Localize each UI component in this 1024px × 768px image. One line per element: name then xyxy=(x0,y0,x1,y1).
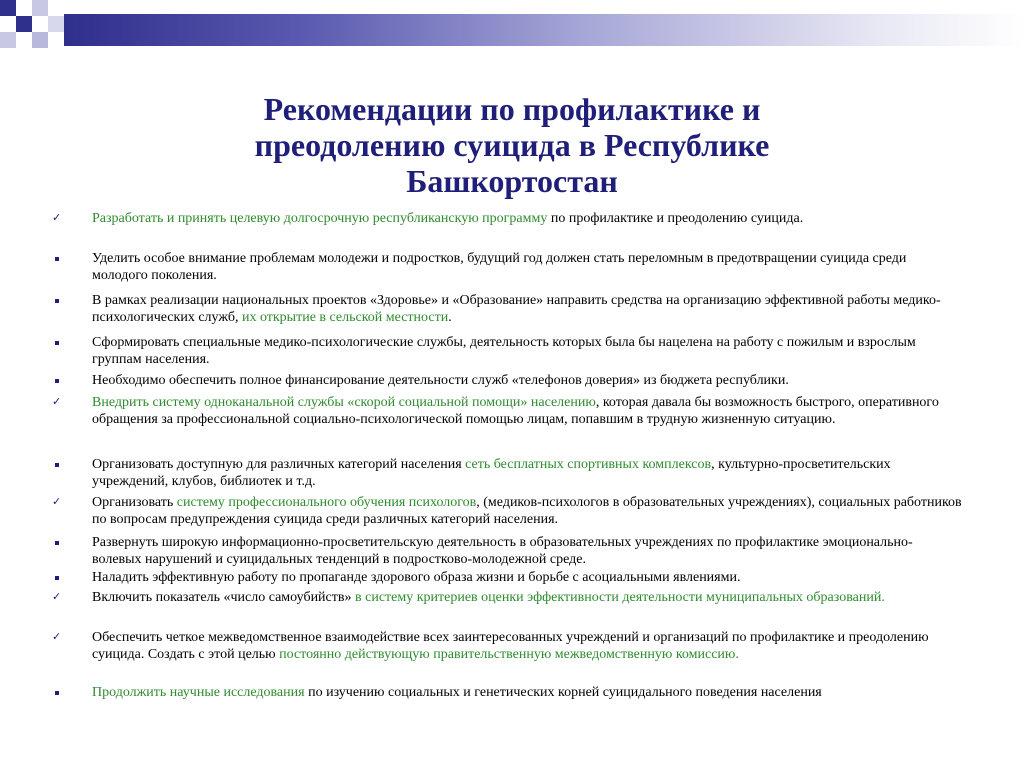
square-bullet-icon xyxy=(52,292,66,308)
body-text: Организовать xyxy=(92,495,177,510)
decor-square xyxy=(48,0,64,16)
body-text: . xyxy=(448,310,452,325)
decor-square xyxy=(16,0,32,16)
slide-title xyxy=(100,91,924,199)
header-decoration xyxy=(0,0,1024,60)
list-item-text xyxy=(92,534,962,568)
highlight-text: систему профессионального обучения психологов xyxy=(176,495,477,510)
body-text: Включить показатель «число самоубийств» xyxy=(92,590,355,605)
body-text: В рамках реализации национальных проектов «Здоровье» и «Образование» направить средства на организацию эффективной работы медико-психологических служб, xyxy=(92,293,941,325)
body-text: Необходимо обеспечить полное финансирование деятельности служб «телефонов доверия» из бюджета республики. xyxy=(92,373,789,388)
decor-square xyxy=(32,16,48,32)
list-item-text xyxy=(92,569,962,586)
decor-square xyxy=(0,32,16,48)
body-text: Уделить особое внимание проблемам молодежи и подростков, будущий год должен стать переломным в предотвращении суицида среди молодого поколения. xyxy=(92,251,907,283)
decor-square xyxy=(32,0,48,16)
highlight-text: Продолжить научные исследования xyxy=(92,685,305,700)
decor-square xyxy=(48,32,64,48)
check-icon: ✓ xyxy=(52,590,62,603)
decor-square xyxy=(16,16,32,32)
slide-title-line: Башкортостан xyxy=(406,163,618,200)
slide-title-line: Рекомендации по профилактике и xyxy=(263,91,761,128)
decor-square xyxy=(0,0,16,16)
body-text: Наладить эффективную работу по пропаганде здорового образа жизни и борьбе с асоциальными явлениями. xyxy=(92,570,741,585)
list-item-text xyxy=(92,456,962,490)
body-text: , (медиков-психологов в образовательных учреждениях), социальных работников по вопросам предупреждения суицида среди различных категорий населения. xyxy=(92,495,962,527)
highlight-text: сеть бесплатных спортивных комплексов xyxy=(465,457,712,472)
list-item-text xyxy=(92,589,962,606)
body-text: Сформировать специальные медико-психологические службы, деятельность которых была бы нацелена на работу с пожилым и взрослым группам населения. xyxy=(92,335,916,367)
header-gradient-bar xyxy=(64,14,1024,46)
check-icon: ✓ xyxy=(52,395,62,408)
list-item-text xyxy=(92,372,962,389)
list-item-text xyxy=(92,684,962,701)
body-text: Развернуть широкую информационно-просветительскую деятельность в образовательных учреждениях по профилактике эмоционально-волевых нарушений и суицидальных тенденций в подростково-молодежной среде. xyxy=(92,535,913,567)
square-bullet-icon xyxy=(52,569,66,585)
highlight-text: Внедрить систему одноканальной службы «скорой социальной помощи» населению xyxy=(92,395,596,410)
decor-square xyxy=(48,16,64,32)
list-item-text xyxy=(92,394,962,428)
list-item-text xyxy=(92,210,962,227)
decor-square xyxy=(32,48,48,64)
square-bullet-icon xyxy=(52,456,66,472)
decor-square xyxy=(0,16,16,32)
body-text: по изучению социальных и генетических корней суицидального поведения населения xyxy=(304,685,822,700)
decor-square xyxy=(32,32,48,48)
slide-title-line: преодолению суицида в Республике xyxy=(254,127,770,164)
highlight-text: постоянно действующую правительственную межведомственную комиссию. xyxy=(279,647,739,662)
square-bullet-icon xyxy=(52,372,66,388)
highlight-text: в систему критериев оценки эффективности деятельности муниципальных образований. xyxy=(355,590,885,605)
square-bullet-icon xyxy=(52,250,66,266)
square-bullet-icon xyxy=(52,534,66,550)
body-text: Обеспечить четкое межведомственное взаимодействие всех заинтересованных учреждений и организаций по профилактике и преодолению суицида. Создать с этой целью xyxy=(92,630,929,662)
list-item-text xyxy=(92,629,962,663)
highlight-text: их открытие в сельской местности xyxy=(241,310,449,325)
square-bullet-icon xyxy=(52,684,66,700)
body-text: , которая давала бы возможность быстрого, оперативного обращения за профессиональной социально-психологической помощью лицам, попавшим в трудную жизненную ситуацию. xyxy=(92,395,939,427)
list-item-text xyxy=(92,334,962,368)
decor-square xyxy=(16,32,32,48)
check-icon: ✓ xyxy=(52,630,62,643)
square-bullet-icon xyxy=(52,334,66,350)
list-item-text xyxy=(92,250,962,284)
check-icon: ✓ xyxy=(52,495,62,508)
body-text: Организовать доступную для различных категорий населения xyxy=(92,457,466,472)
highlight-text: Разработать и принять целевую долгосрочную республиканскую программу xyxy=(92,211,548,226)
body-text: по профилактике и преодолению суицида. xyxy=(547,211,804,226)
body-text: , культурно-просветительских учреждений, клубов, библиотек и т.д. xyxy=(92,457,891,489)
check-icon: ✓ xyxy=(52,211,62,224)
list-item-text xyxy=(92,494,962,528)
list-item-text xyxy=(92,292,962,326)
